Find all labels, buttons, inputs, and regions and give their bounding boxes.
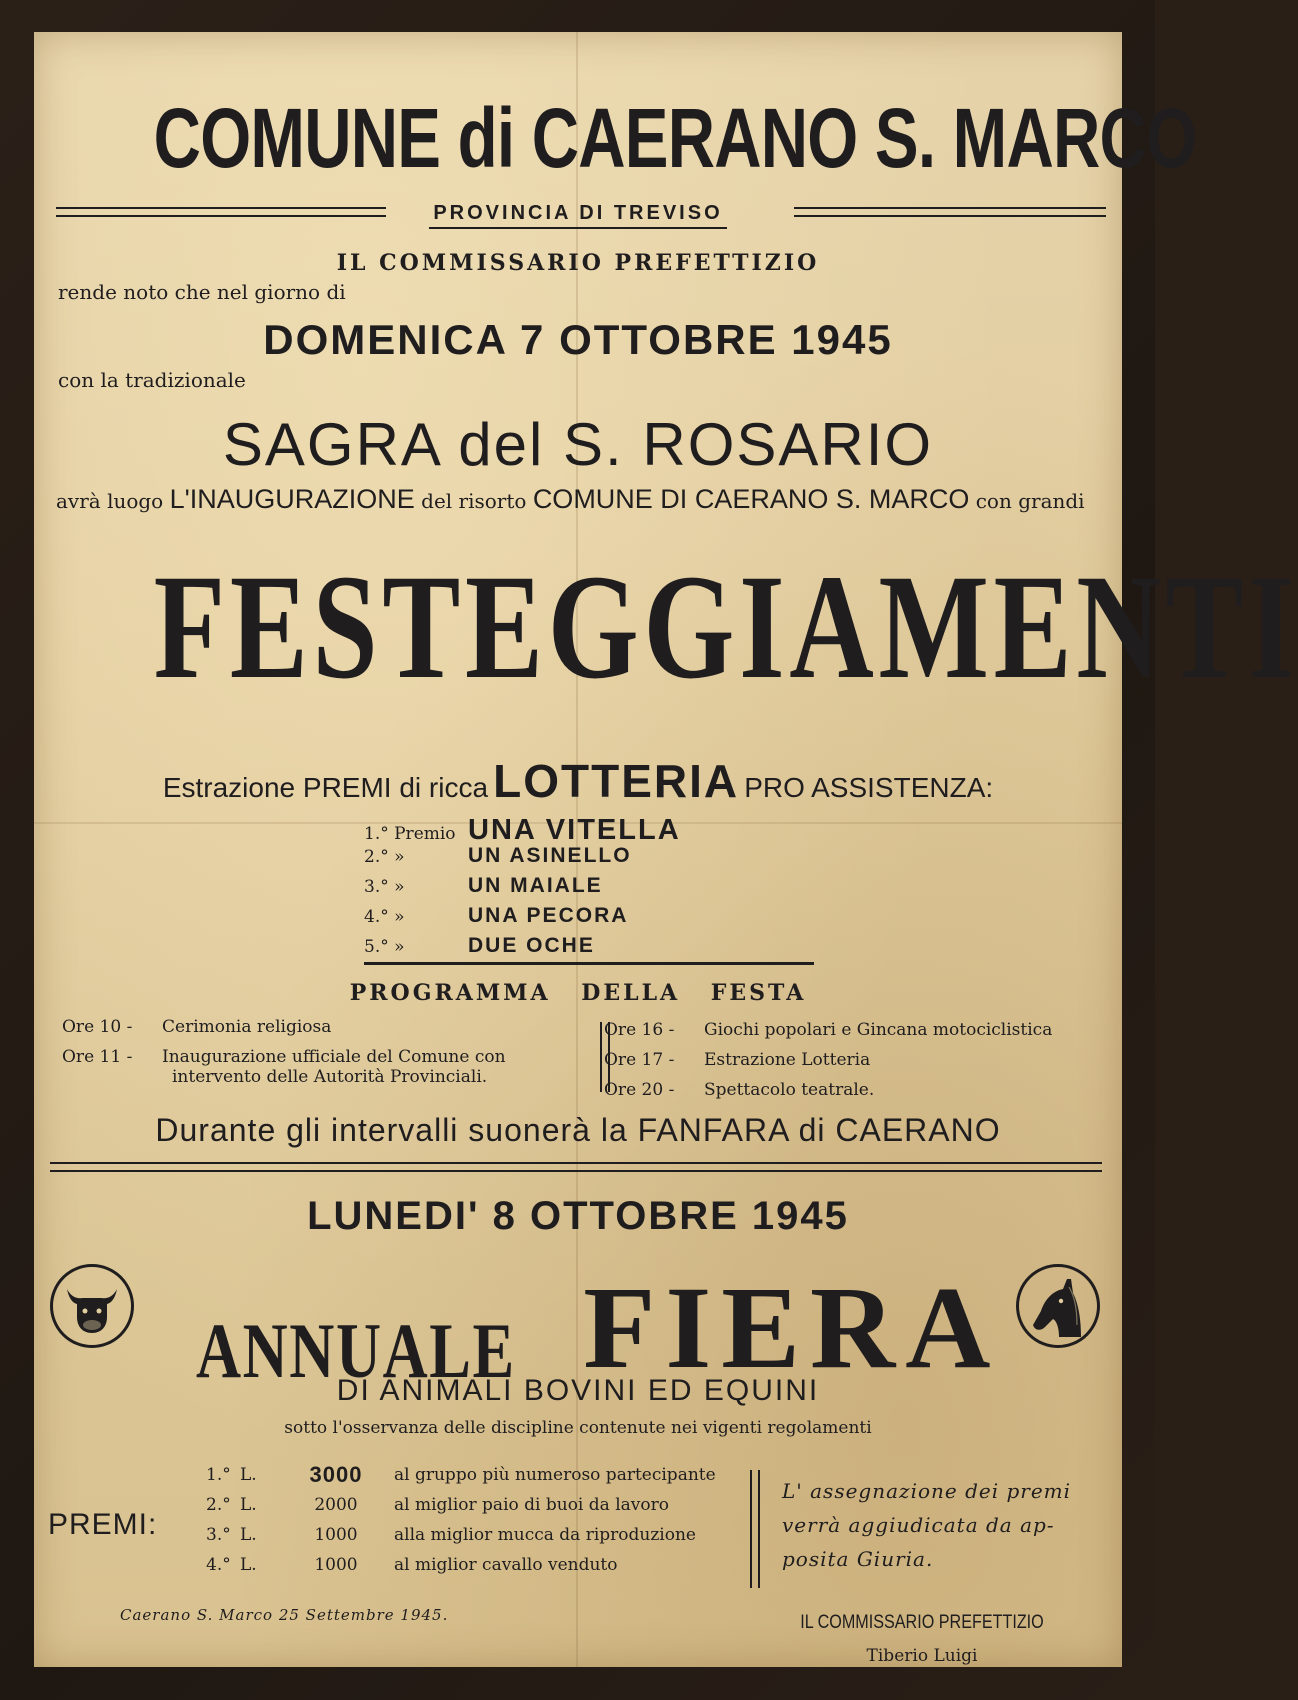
schedule-time: Ore 11 - bbox=[62, 1047, 133, 1067]
fair-word: FIERA bbox=[583, 1262, 1001, 1393]
fair-prize-currency: L. bbox=[240, 1555, 257, 1575]
prize-rank: 3.° » bbox=[364, 877, 405, 897]
inauguration-post: con grandi bbox=[975, 489, 1085, 513]
prize-row bbox=[364, 814, 804, 844]
program-left bbox=[62, 1012, 582, 1088]
schedule-event: Cerimonia religiosa bbox=[162, 1017, 332, 1037]
inauguration-mid: del risorto bbox=[421, 489, 527, 513]
prize-name: UN ASINELLO bbox=[468, 844, 632, 867]
schedule-row bbox=[62, 1012, 582, 1042]
regulations-line: sotto l'osservanza delle discipline contenute nei vigenti regolamenti bbox=[284, 1418, 872, 1438]
inauguration-line bbox=[56, 484, 1085, 515]
schedule-row bbox=[604, 1075, 1124, 1105]
prize-name: UNA PECORA bbox=[468, 904, 629, 927]
sunday-date: DOMENICA 7 OTTOBRE 1945 bbox=[263, 316, 893, 363]
prize-rank: 5.° » bbox=[364, 937, 405, 957]
fair-prize-rank: 2.° bbox=[206, 1495, 231, 1515]
prize-row bbox=[364, 934, 804, 964]
prize-name: DUE OCHE bbox=[468, 934, 595, 957]
lottery-post: PRO ASSISTENZA: bbox=[744, 772, 994, 803]
fair-prize-desc: al miglior cavallo venduto bbox=[394, 1555, 618, 1575]
fair-prize-rank: 1.° bbox=[206, 1465, 231, 1485]
schedule-time: Ore 10 - bbox=[62, 1017, 133, 1037]
fair-prize-row bbox=[206, 1460, 806, 1490]
jury-note-line: posita Giuria. bbox=[782, 1547, 934, 1571]
fair-prize-desc: al gruppo più numeroso partecipante bbox=[394, 1465, 716, 1485]
schedule-time bbox=[62, 1066, 172, 1088]
fair-prize-list bbox=[206, 1460, 806, 1580]
festeggiamenti-title: FESTEGGIAMENTI bbox=[153, 544, 1298, 710]
program-title: PROGRAMMA DELLA FESTA bbox=[349, 980, 807, 1006]
fair-prize-row bbox=[206, 1520, 806, 1550]
schedule-time: Ore 16 - bbox=[604, 1020, 675, 1040]
jury-note-line: verrà aggiudicata da ap- bbox=[782, 1513, 1055, 1537]
animals-line: DI ANIMALI BOVINI ED EQUINI bbox=[336, 1374, 820, 1407]
fair-prize-desc: alla miglior mucca da riproduzione bbox=[394, 1525, 696, 1545]
fair-prize-row bbox=[206, 1490, 806, 1520]
poster-title: COMUNE di CAERANO S. MARCO bbox=[153, 91, 1197, 185]
intro-text: rende noto che nel giorno di bbox=[58, 280, 346, 304]
fair-prize-currency: L. bbox=[240, 1495, 257, 1515]
fair-prize-amount: 1000 bbox=[314, 1525, 358, 1545]
inauguration-pre: avrà luogo bbox=[56, 489, 164, 513]
place-date: Caerano S. Marco 25 Settembre 1945. bbox=[120, 1606, 449, 1624]
premi-label: PREMI: bbox=[48, 1508, 158, 1541]
province: PROVINCIA DI TREVISO bbox=[429, 202, 726, 229]
section-rule bbox=[50, 1162, 1102, 1172]
prize-row bbox=[364, 904, 804, 934]
schedule-event: Spettacolo teatrale. bbox=[704, 1080, 875, 1100]
prize-rank: 2.° » bbox=[364, 847, 405, 867]
poster bbox=[34, 32, 1298, 1667]
prize-name: UN MAIALE bbox=[468, 874, 603, 897]
fair-prize-row bbox=[206, 1550, 806, 1580]
program-right bbox=[604, 1015, 1124, 1105]
lottery-line bbox=[34, 754, 1122, 808]
jury-note-line: L' assegnazione dei premi bbox=[782, 1479, 1072, 1503]
monday-date: LUNEDI' 8 OTTOBRE 1945 bbox=[307, 1194, 849, 1238]
schedule-event: intervento delle Autorità Provinciali. bbox=[172, 1067, 488, 1087]
prize-row bbox=[364, 874, 804, 904]
prize-underline bbox=[364, 962, 814, 965]
signature-name: Tiberio Luigi bbox=[866, 1646, 978, 1666]
fair-prize-currency: L. bbox=[240, 1465, 257, 1485]
jury-note bbox=[782, 1474, 1102, 1576]
schedule-time: Ore 20 - bbox=[604, 1080, 675, 1100]
schedule-event: Inaugurazione ufficiale del Comune con bbox=[162, 1047, 506, 1067]
signature-title: IL COMMISSARIO PREFETTIZIO bbox=[800, 1612, 1044, 1633]
annual-word: ANNUALE bbox=[195, 1307, 516, 1394]
fanfara-line: Durante gli intervalli suonerà la FANFARA di CAERANO bbox=[155, 1112, 1001, 1148]
schedule-time: Ore 17 - bbox=[604, 1050, 675, 1070]
fair-prize-desc: al miglior paio di buoi da lavoro bbox=[394, 1495, 669, 1515]
prize-rank: 1.° Premio bbox=[364, 824, 456, 844]
prize-divider bbox=[750, 1470, 760, 1588]
lottery-pre: Estrazione PREMI di ricca bbox=[162, 772, 489, 803]
prize-name: UNA VITELLA bbox=[468, 814, 681, 846]
prize-row bbox=[364, 844, 804, 874]
schedule-event: Giochi popolari e Gincana motociclistica bbox=[704, 1020, 1053, 1040]
fair-prize-rank: 4.° bbox=[206, 1555, 231, 1575]
tradition-text: con la tradizionale bbox=[58, 368, 246, 392]
lottery-prize-list bbox=[364, 814, 804, 964]
fair-prize-amount: 3000 bbox=[309, 1462, 363, 1487]
prize-rank: 4.° » bbox=[364, 907, 405, 927]
fair-prize-rank: 3.° bbox=[206, 1525, 231, 1545]
sagra-title: SAGRA del S. ROSARIO bbox=[222, 411, 934, 478]
commissioner-heading: IL COMMISSARIO PREFETTIZIO bbox=[336, 250, 820, 276]
province-line bbox=[34, 202, 1122, 225]
fair-prize-amount: 2000 bbox=[314, 1495, 358, 1515]
comune-name: COMUNE DI CAERANO S. MARCO bbox=[532, 484, 970, 514]
lottery-title: LOTTERIA bbox=[493, 755, 740, 807]
schedule-row bbox=[604, 1015, 1124, 1045]
schedule-event: Estrazione Lotteria bbox=[704, 1050, 871, 1070]
schedule-row bbox=[604, 1045, 1124, 1075]
fair-prize-amount: 1000 bbox=[314, 1555, 358, 1575]
inauguration-word: L'INAUGURAZIONE bbox=[169, 484, 415, 514]
fair-prize-currency: L. bbox=[240, 1525, 257, 1545]
